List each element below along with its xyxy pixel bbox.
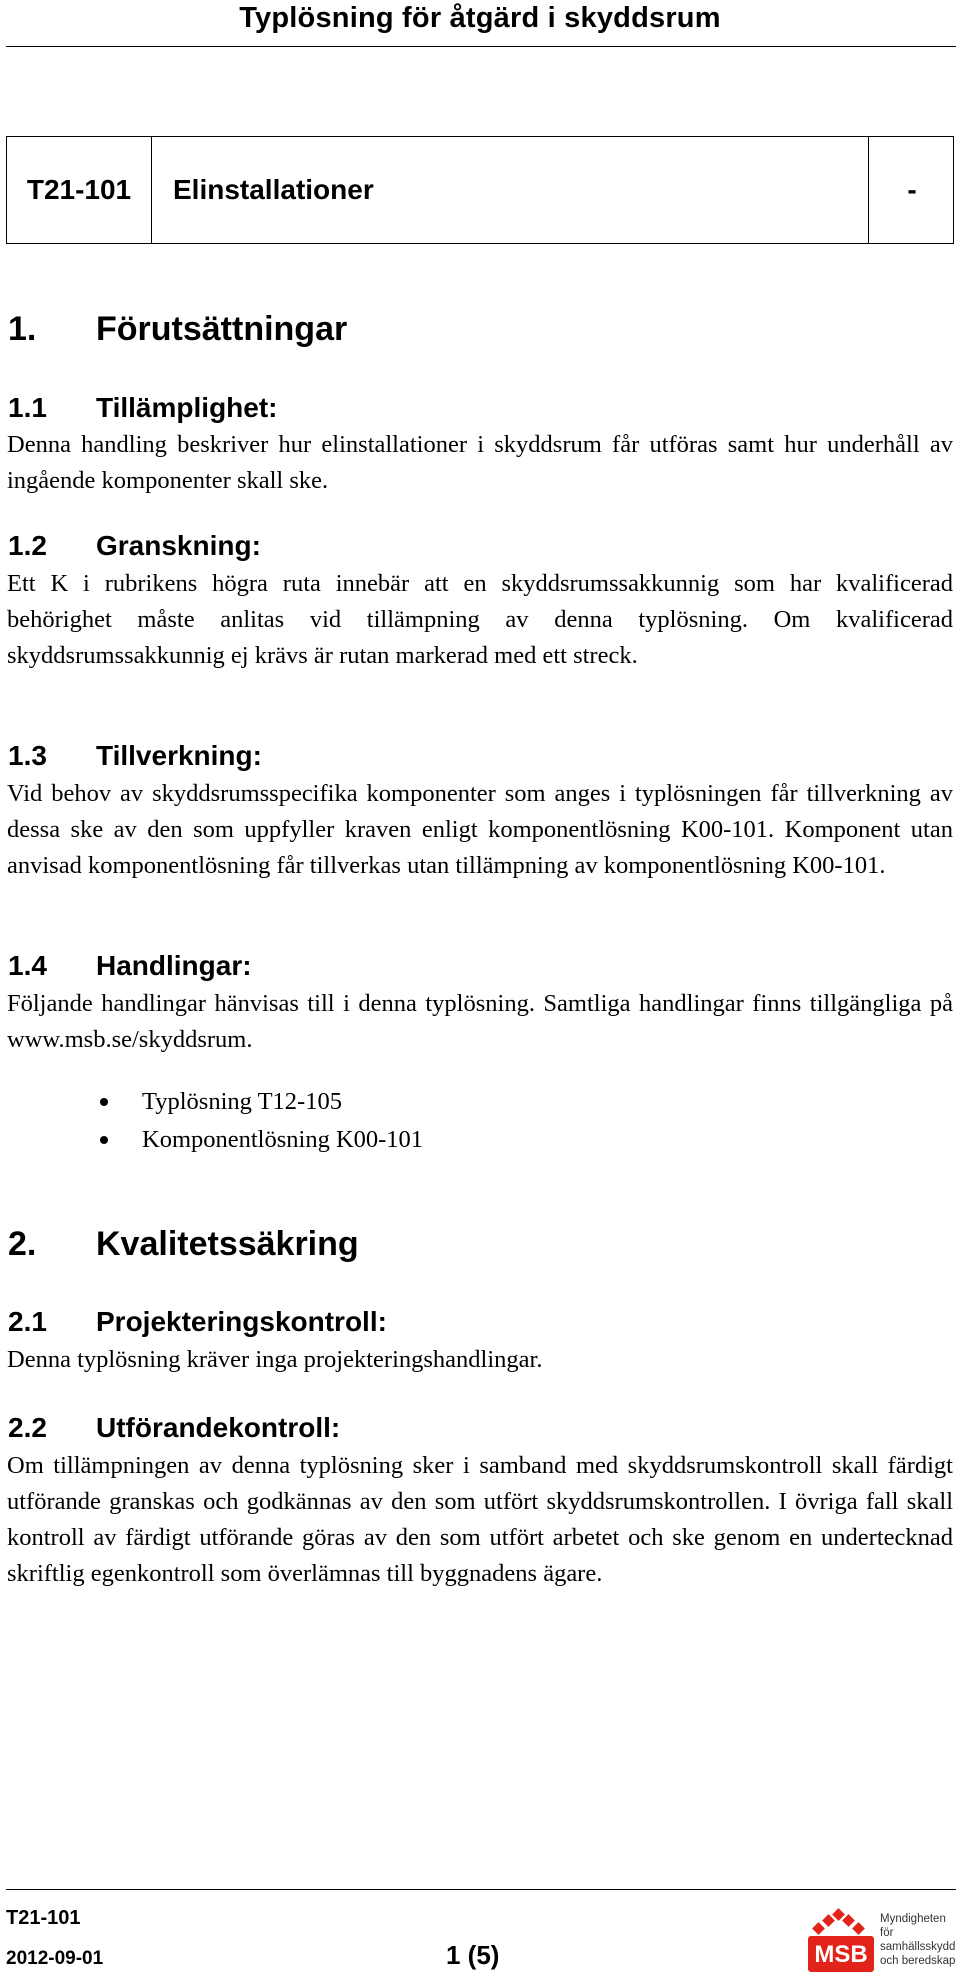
document-code: T21-101 xyxy=(26,174,132,205)
bullet-icon xyxy=(100,1098,108,1106)
subsection-number: 1.4 xyxy=(8,950,47,981)
section-number: 2. xyxy=(8,1225,37,1263)
subsection-title: Tillämplighet: xyxy=(96,392,278,423)
section-title: Kvalitetssäkring xyxy=(96,1225,359,1263)
subsection-title: Projekteringskontroll: xyxy=(96,1306,387,1337)
document-title: Typlösning för åtgärd i skyddsrum xyxy=(239,2,721,34)
logo-text-line: Myndigheten för xyxy=(880,1913,946,1939)
subsection-text: Ett K i rubrikens högra ruta innebär att en skyddsrumssakkunnig som har kvalificerad behörighet måste anlitas vid tillämpning av denna typlösning. Om kvalificerad skyddsrumssakkunnig ej krävs är rutan markerad med ett streck. xyxy=(7,570,953,669)
document-code-table xyxy=(6,136,954,244)
footer-divider xyxy=(6,1889,956,1890)
subsection-text: Om tillämpningen av denna typlösning sker i samband med skyddsrumskontroll skall färdigt utförande granskas och godkännas av den som utfört skyddsrumskontrollen. I övriga fall skall kontroll av färdigt utförande göras av den som utfört arbetet och ske genom en undertecknad skriftlig egenkontroll som överlämnas till byggnadens ägare. xyxy=(7,1452,953,1587)
subsection-title: Handlingar: xyxy=(96,950,252,981)
subsection-number: 1.2 xyxy=(8,530,47,561)
subsection-title: Granskning: xyxy=(96,530,261,561)
subsection-heading xyxy=(8,740,262,772)
footer-document-code: T21-101 xyxy=(6,1907,81,1929)
subsection-text: Vid behov av skyddsrumsspecifika komponenter som anges i typlösningen får tillverkning av dessa ske av den som uppfyller kraven enligt komponentlösning K00-101. Komponent utan anvisad komponentlösning får tillverkas utan tillämpning av komponentlösning K00-101. xyxy=(7,780,953,879)
document-name: Elinstallationer xyxy=(173,174,374,205)
subsection-number: 2.1 xyxy=(8,1306,47,1337)
subsection-heading xyxy=(8,1412,340,1444)
subsection-text: Denna typlösning kräver inga projekteringshandlingar. xyxy=(7,1346,543,1373)
section-heading xyxy=(8,1225,359,1264)
section-number: 1. xyxy=(8,310,37,348)
code-cell xyxy=(7,137,152,243)
subsection-number: 2.2 xyxy=(8,1412,47,1443)
logo-text-line: samhällsskydd xyxy=(880,1941,956,1953)
subsection-title: Tillverkning: xyxy=(96,740,262,771)
list-item xyxy=(100,1121,423,1159)
subsection-heading xyxy=(8,530,261,562)
subsection-text: Följande handlingar hänvisas till i denna typlösning. Samtliga handlingar finns tillgängliga på www.msb.se/skyddsrum. xyxy=(7,990,953,1053)
subsection-title: Utförandekontroll: xyxy=(96,1412,341,1443)
list-item-text: Komponentlösning K00-101 xyxy=(142,1126,424,1153)
section-heading xyxy=(8,310,347,349)
title-divider xyxy=(6,46,956,47)
subsection-number: 1.3 xyxy=(8,740,47,771)
bullet-icon xyxy=(100,1136,108,1144)
k-mark-cell xyxy=(869,137,955,243)
footer-date: 2012-09-01 xyxy=(6,1948,104,1969)
logo-mark: MSB xyxy=(814,1941,868,1968)
logo-text-line: och beredskap xyxy=(880,1955,956,1967)
logo-text xyxy=(880,1912,960,1968)
list-item xyxy=(100,1083,423,1121)
subsection-heading xyxy=(8,1306,387,1338)
subsection-number: 1.1 xyxy=(8,392,47,423)
subsection-heading xyxy=(8,392,278,424)
list-item-text: Typlösning T12-105 xyxy=(142,1088,342,1115)
page-number: 1 (5) xyxy=(446,1940,500,1970)
subsection-text: Denna handling beskriver hur elinstallationer i skyddsrum får utföras samt hur underhåll av ingående komponenter skall ske. xyxy=(7,431,953,494)
reference-list xyxy=(100,1083,423,1159)
section-title: Förutsättningar xyxy=(96,310,348,348)
subsection-heading xyxy=(8,950,252,982)
name-cell xyxy=(151,137,869,243)
k-mark: - xyxy=(907,174,917,205)
